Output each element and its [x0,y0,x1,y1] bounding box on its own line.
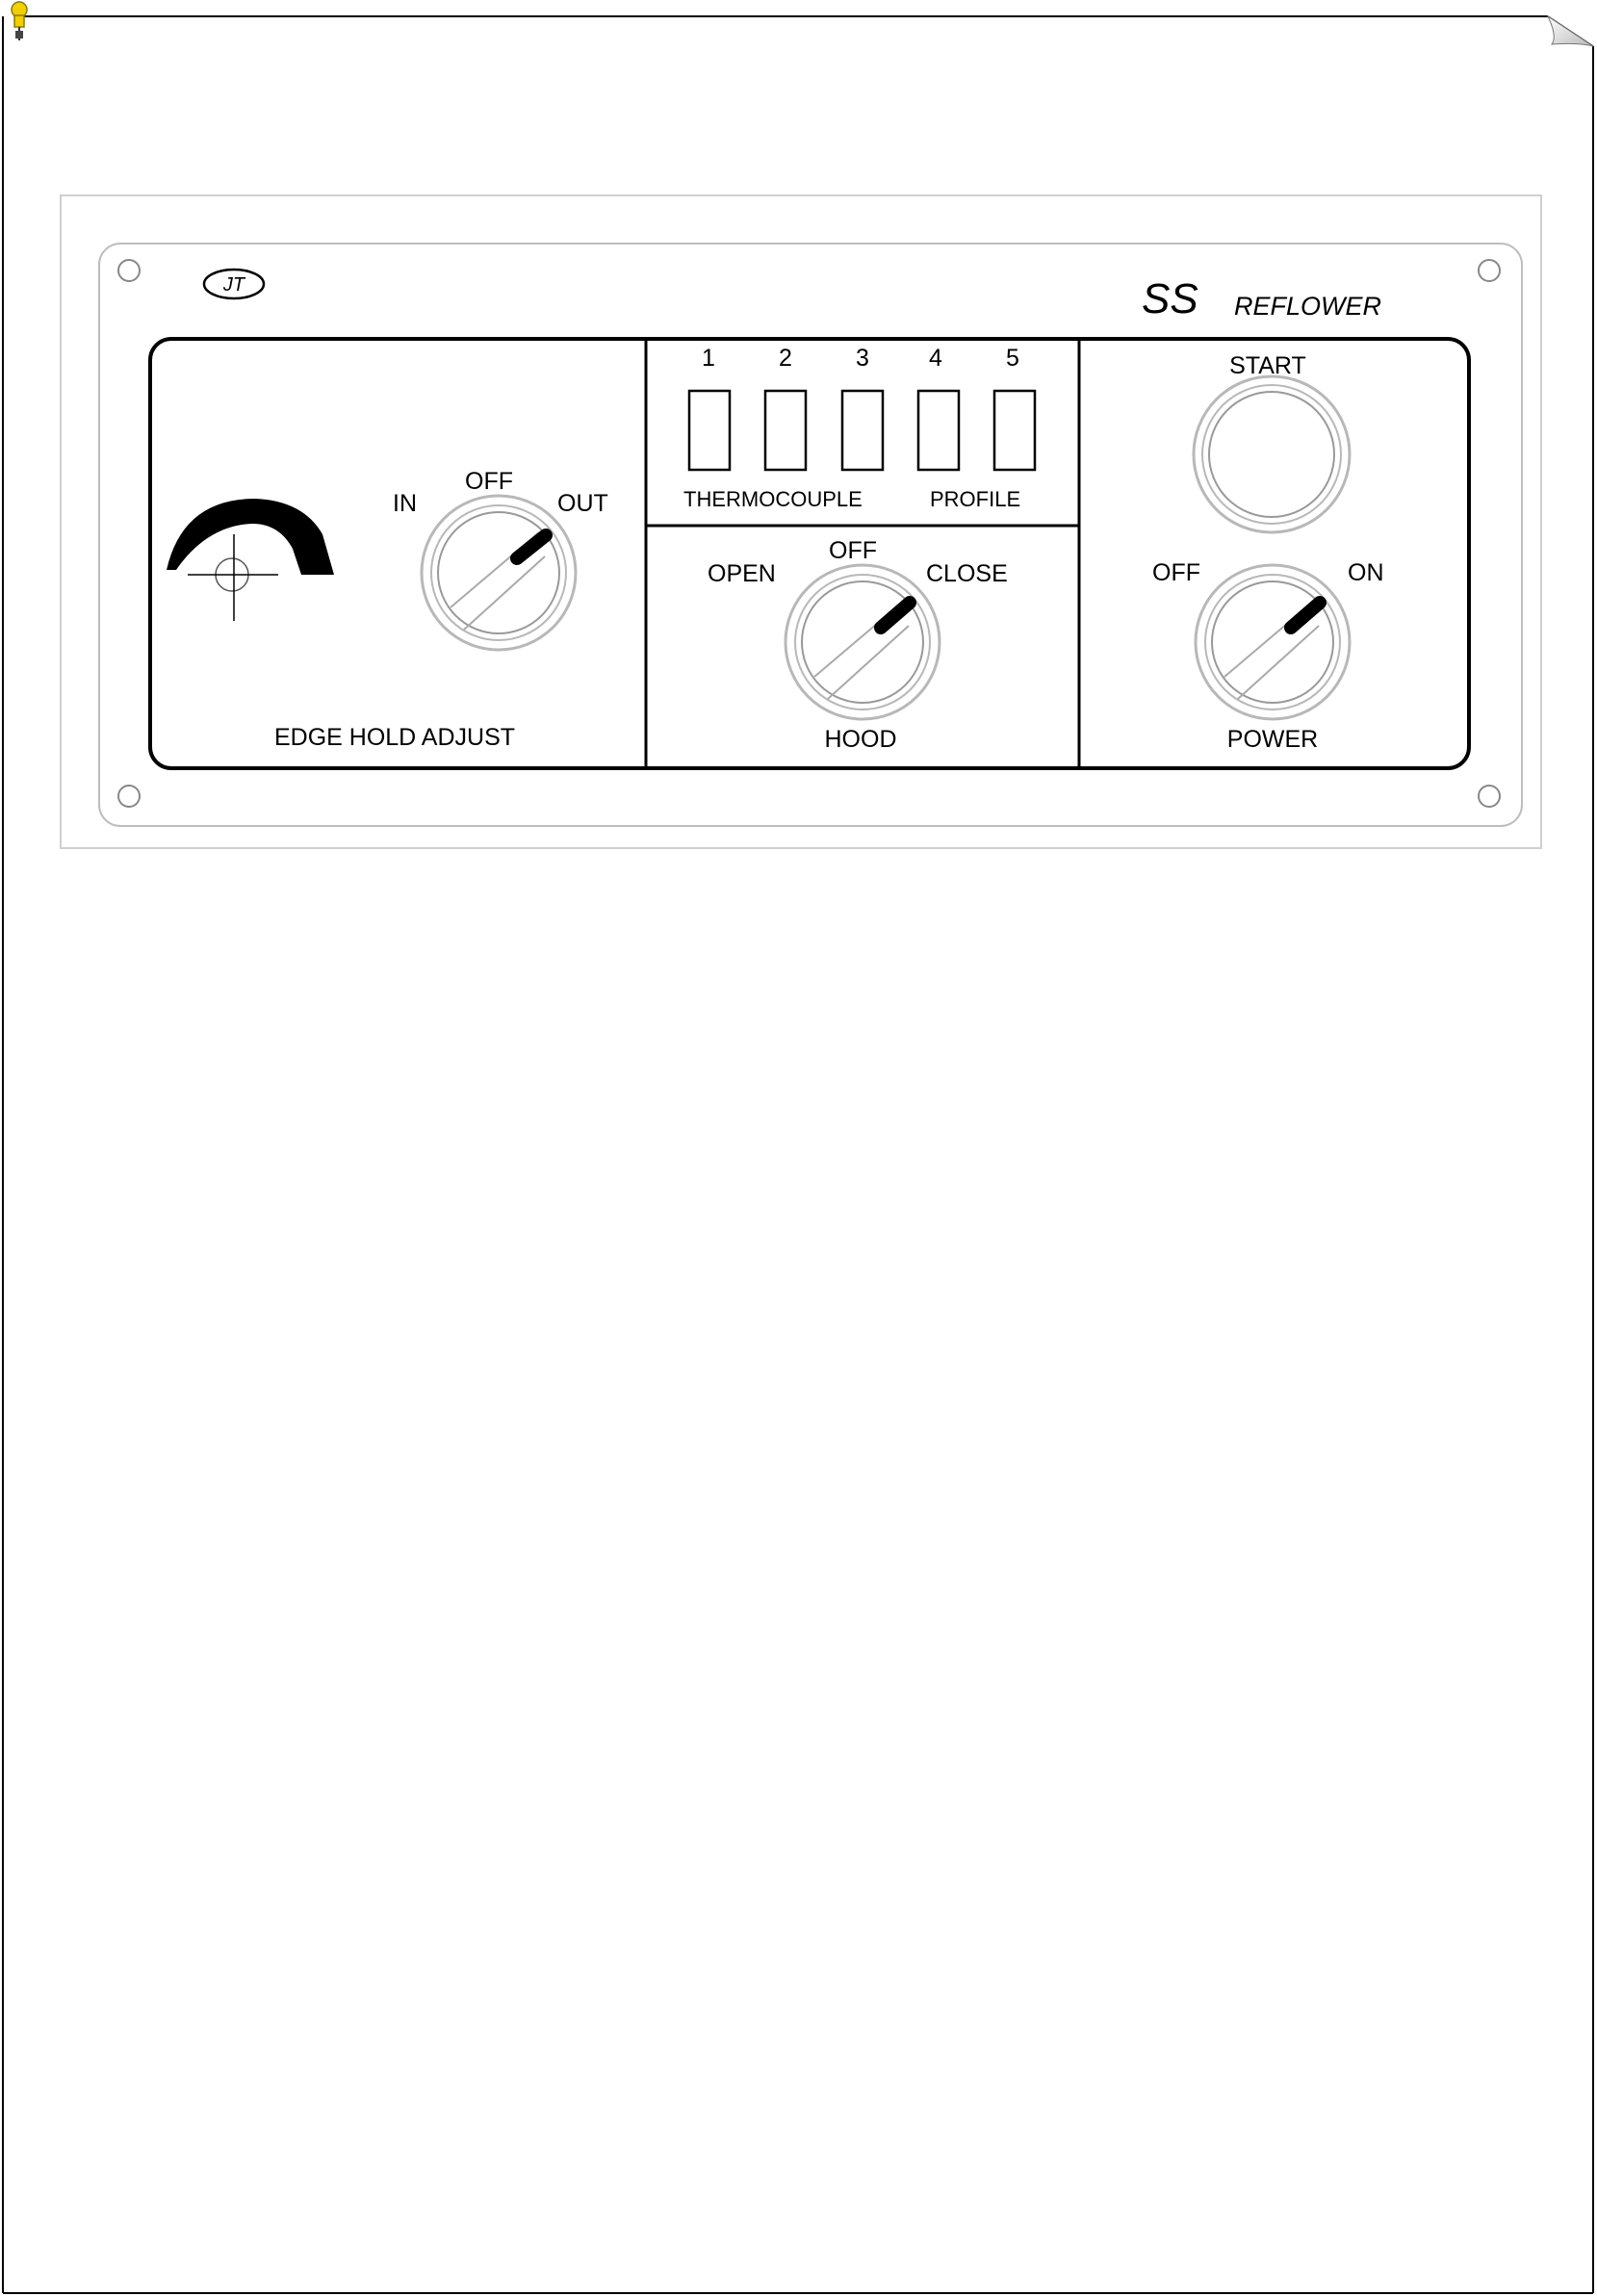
brand-ss: SS [1142,275,1198,322]
control-panel-box [150,339,1469,768]
hood-off-label: OFF [829,537,877,564]
start-button[interactable] [1194,376,1350,532]
mounting-hole-icon [1479,786,1500,807]
profile-label: PROFILE [930,487,1021,511]
thermocouple-sockets [689,391,1035,470]
svg-text:JT: JT [222,274,245,296]
thermocouple-socket[interactable] [994,391,1035,470]
power-title: POWER [1226,726,1319,753]
thermocouple-number: 2 [779,345,792,372]
thermocouple-number: 4 [929,345,942,372]
power-on-label: ON [1348,559,1384,586]
hood-open-label: OPEN [708,560,776,587]
mounting-hole-icon [1479,260,1500,281]
edge-hold-title: EDGE HOLD ADJUST [273,724,516,751]
thermocouple-label: THERMOCOUPLE [683,487,863,511]
page-curl-icon [1548,16,1593,46]
mounting-hole-icon [118,786,140,807]
thermocouple-number: 3 [856,345,869,372]
edge-hold-off-label: OFF [465,468,513,495]
hood-title: HOOD [824,726,897,753]
thermocouple-numbers [702,345,1019,372]
thermocouple-socket[interactable] [918,391,959,470]
page-frame [3,16,1593,2293]
edge-hold-in-label: IN [393,490,417,517]
mounting-hole-icon [118,260,140,281]
edge-hold-knob[interactable] [422,496,576,650]
thermocouple-socket[interactable] [842,391,883,470]
start-label: START [1229,352,1306,379]
hood-close-label: CLOSE [926,560,1008,587]
thermocouple-number: 5 [1006,345,1019,372]
thermocouple-socket[interactable] [689,391,730,470]
thermocouple-socket[interactable] [765,391,806,470]
edge-hold-out-label: OUT [557,490,608,517]
power-knob[interactable] [1196,565,1350,719]
thermocouple-number: 1 [702,345,715,372]
pushpin-icon[interactable] [12,2,27,40]
hood-knob[interactable] [786,565,940,719]
edge-hold-gauge-icon [167,499,334,621]
brand-reflower: REFLOWER [1234,292,1382,321]
jt-logo [204,270,264,298]
power-off-label: OFF [1152,559,1200,586]
